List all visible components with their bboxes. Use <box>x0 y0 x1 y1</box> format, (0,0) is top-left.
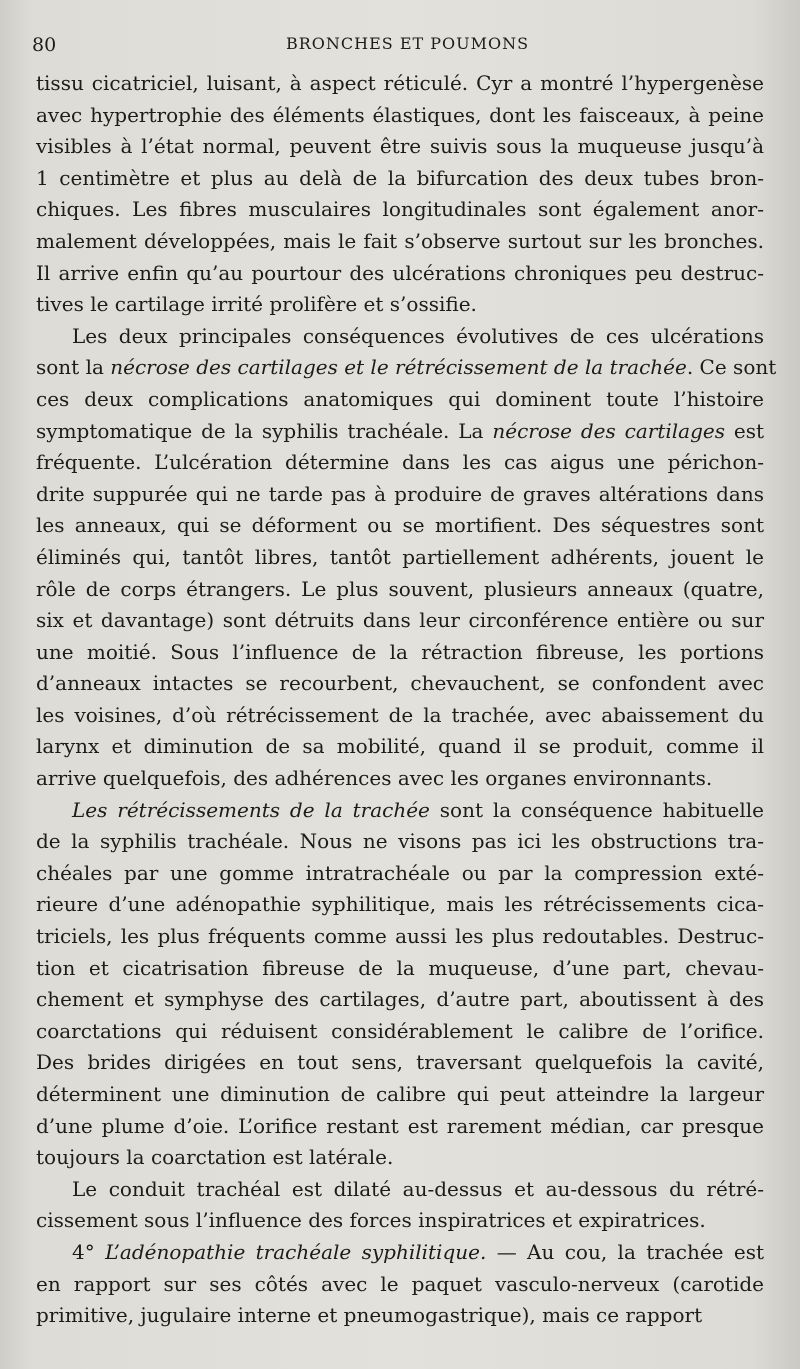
text-line: déterminent une diminution de calibre qui peut atteindre la largeur <box>36 1082 764 1106</box>
text-line: chiques. Les fibres musculaires longitudinales sont également anor- <box>36 197 764 222</box>
text-line <box>36 352 777 384</box>
text-line: rôle de corps étrangers. Le plus souvent, plusieurs anneaux (quatre, <box>36 576 764 601</box>
text-line: malement développées, mais le fait s’observe surtout sur les bronches. <box>36 228 764 253</box>
italic-phrase: L’adénopathie trachéale syphilitique. <box>105 1239 487 1264</box>
text-line: fréquente. L’ulcération détermine dans les cas aigus une périchon- <box>36 450 764 475</box>
text-line: coarctations qui réduisent considérablement le calibre de l’orifice. <box>36 1018 764 1043</box>
paragraph <box>36 795 764 1174</box>
text-line: une moitié. Sous l’influence de la rétraction fibreuse, les portions <box>36 639 764 664</box>
text-line: primitive, jugulaire interne et pneumogastrique), mais ce rapport <box>36 1303 703 1328</box>
line-text: sont la <box>36 355 111 380</box>
text-line: triciels, les plus fréquents comme aussi les plus redoutables. Destruc- <box>36 924 764 949</box>
text-line: cissement sous l’influence des forces inspiratrices et expiratrices. <box>36 1208 706 1233</box>
italic-phrase: nécrose des cartilages et le rétrécissement de la trachée <box>110 355 687 380</box>
text-line: éliminés qui, tantôt libres, tantôt partiellement adhérents, jouent le <box>36 544 764 569</box>
paragraph <box>36 1237 764 1332</box>
text-line <box>36 1237 764 1269</box>
text-line <box>36 795 764 827</box>
paragraph <box>36 321 777 795</box>
text-line: visibles à l’état normal, peuvent être suivis sous la muqueuse jusqu’à <box>36 134 764 159</box>
text-line: tives le cartilage irrité prolifère et s’ossifie. <box>36 292 477 317</box>
text-line <box>36 416 764 448</box>
text-line: 1 centimètre et plus au delà de la bifurcation des deux tubes bron- <box>36 165 764 190</box>
page-number: 80 <box>32 34 57 56</box>
text-line: d’anneaux intactes se recourbent, chevauchent, se confondent avec <box>36 671 764 696</box>
line-text: symptomatique de la syphilis trachéale. La <box>36 418 493 443</box>
text-line: Des brides dirigées en tout sens, traversant quelquefois la cavité, <box>36 1050 764 1075</box>
line-text: — Au cou, la trachée est <box>486 1239 764 1264</box>
text-line: larynx et diminution de sa mobilité, quand il se produit, comme il <box>36 734 764 759</box>
paragraph <box>36 1174 764 1237</box>
text-line: toujours la coarctation est latérale. <box>36 1145 394 1170</box>
text-line: tion et cicatrisation fibreuse de la muqueuse, d’une part, chevau- <box>36 955 764 980</box>
paragraph <box>36 68 764 321</box>
text-line: tissu cicatriciel, luisant, à aspect réticulé. Cyr a montré l’hypergenèse <box>36 71 764 95</box>
text-line: arrive quelquefois, des adhérences avec les organes environnants. <box>36 766 713 791</box>
text-line: les anneaux, qui se déforment ou se mortifient. Des séquestres sont <box>36 513 764 538</box>
line-text: . Ce sont <box>686 355 777 380</box>
line-text: sont la conséquence habituelle <box>429 797 764 822</box>
line-text: 4° <box>72 1239 106 1264</box>
text-line: drite suppurée qui ne tarde pas à produire de graves altérations dans <box>36 481 764 506</box>
text-line: Le conduit trachéal est dilaté au-dessus et au-dessous du rétré- <box>72 1176 764 1201</box>
text-line: rieure d’une adénopathie syphilitique, mais les rétrécissements cica- <box>36 892 764 917</box>
text-line: Il arrive enfin qu’au pourtour des ulcérations chroniques peu destruc- <box>36 260 764 285</box>
text-line: d’une plume d’oie. L’orifice restant est rarement médian, car presque <box>36 1113 764 1138</box>
text-line: chement et symphyse des cartilages, d’autre part, aboutissent à des <box>36 987 764 1012</box>
text-line: Les deux principales conséquences évolutives de ces ulcérations <box>72 323 764 348</box>
italic-phrase: nécrose des cartilages <box>492 418 725 443</box>
text-line: en rapport sur ses côtés avec le paquet vasculo-nerveux (carotide <box>36 1271 764 1296</box>
text-line: chéales par une gomme intratrachéale ou par la compression exté- <box>36 860 764 885</box>
text-line: les voisines, d’où rétrécissement de la trachée, avec abaissement du <box>36 702 764 727</box>
text-line: six et davantage) sont détruits dans leur circonférence entière ou sur <box>36 608 764 633</box>
italic-phrase: Les rétrécissements de la trachée <box>72 797 430 822</box>
text-line: de la syphilis trachéale. Nous ne visons pas ici les obstructions tra- <box>36 829 764 854</box>
body-text <box>36 68 777 1332</box>
running-title: BRONCHES ET POUMONS <box>286 34 530 53</box>
line-text: est <box>724 418 765 443</box>
text-line: ces deux complications anatomiques qui dominent toute l’histoire <box>36 386 764 411</box>
page-header <box>32 34 776 62</box>
text-line: avec hypertrophie des éléments élastiques, dont les faisceaux, à peine <box>36 102 764 127</box>
